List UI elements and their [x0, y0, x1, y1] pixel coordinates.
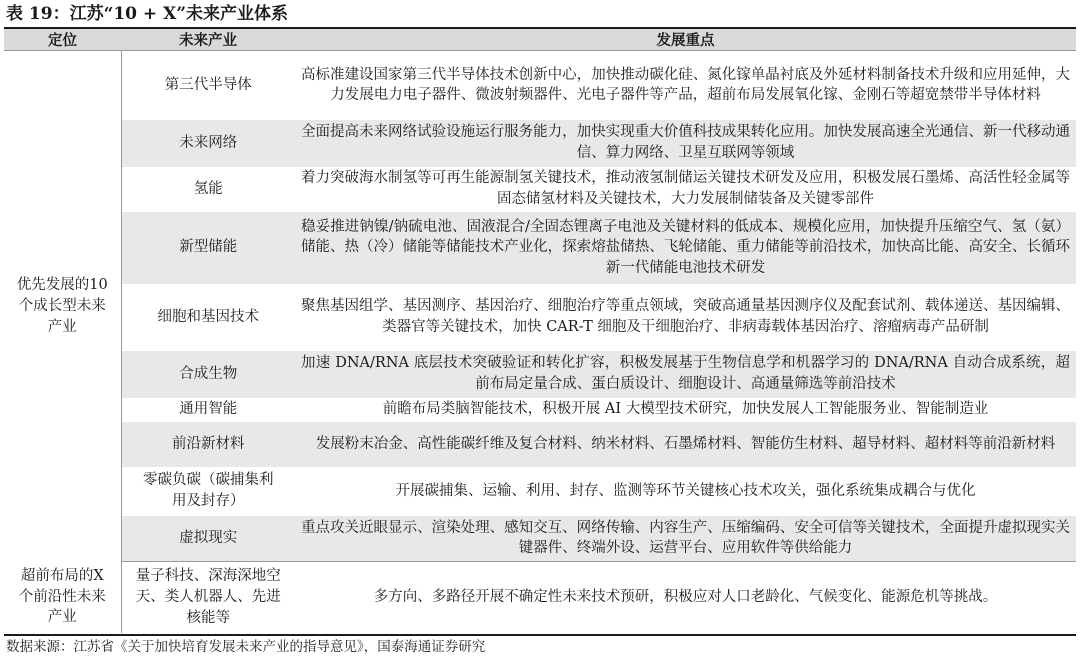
table-row — [4, 562, 1076, 633]
focus-cell: 聚焦基因组学、基因测序、基因治疗、细胞治疗等重点领域，突破高通量基因测序仪及配套试剂、载体递送、基因编辑、类器官等关键技术，加快 CAR-T 细胞及干细胞治疗、非病毒载体基因治疗、溶瘤病毒产品研制 — [301, 298, 1070, 335]
header-industry: 未来产业 — [121, 29, 295, 51]
position-label: 优先发展的10个成长型未来产业 — [16, 277, 108, 335]
focus-cell: 稳妥推进钠镍/钠硫电池、固液混合/全固态锂离子电池及关键材料的低成本、规模化应用，加快提升压缩空气、氢（氨）储能、热（冷）储能等储能技术产业化，探索熔盐储热、飞轮储能、重力储能等前沿技术，加快高比能、高安全、长循环新一代储能电池技术研发 — [295, 212, 1076, 284]
table-row — [4, 167, 1076, 212]
table-row — [4, 120, 1076, 167]
focus-cell: 开展碳捕集、运输、利用、封存、监测等环节关键核心技术攻关，强化系统集成耦合与优化 — [395, 482, 976, 499]
table-row — [4, 212, 1076, 284]
table-row — [4, 398, 1076, 422]
table-title: 表 19：江苏“10 + X”未来产业体系 — [6, 4, 289, 24]
focus-cell: 多方向、多路径开展不确定性未来技术预研，积极应对人口老龄化、气候变化、能源危机等挑战。 — [373, 588, 998, 605]
industry-cell: 未来网络 — [121, 120, 295, 167]
industry-cell: 虚拟现实 — [121, 516, 295, 562]
position-cell-growth — [4, 51, 121, 562]
table-header-row — [4, 29, 1076, 51]
industry-cell: 细胞和基因技术 — [157, 308, 259, 325]
industry-cell: 新型储能 — [121, 212, 295, 284]
industry-cell: 前沿新材料 — [121, 422, 295, 467]
table-row — [4, 516, 1076, 562]
focus-cell: 前瞻布局类脑智能技术，积极开展 AI 大模型技术研究，加快发展人工智能服务业、智能制造业 — [382, 401, 989, 418]
industry-table — [4, 29, 1076, 633]
focus-cell: 发展粉末冶金、高性能碳纤维及复合材料、纳米材料、石墨烯材料、智能仿生材料、超导材料、超材料等前沿新材料 — [295, 422, 1076, 467]
table-row — [4, 284, 1076, 351]
table-bottom-rule — [4, 634, 1076, 636]
industry-cell: 氢能 — [193, 180, 223, 197]
industry-label: 零碳负碳（碳捕集利用及封存） — [143, 472, 274, 509]
data-source-note: 数据来源：江苏省《关于加快培育发展未来产业的指导意见》，国泰海通证券研究 — [6, 639, 486, 655]
focus-cell: 重点攻关近眼显示、渲染处理、感知交互、网络传输、内容生产、压缩编码、安全可信等关键技术，全面提升虚拟现实关键器件、终端外设、运营平台、应用软件等供给能力 — [295, 516, 1076, 562]
industry-label: 量子科技、深海深地空天、类人机器人、先进核能等 — [135, 568, 281, 626]
industry-cell — [121, 467, 295, 516]
focus-cell: 着力突破海水制氢等可再生能源制氢关键技术，推动液氢制储运关键技术研发及应用，积极发展石墨烯、高活性轻金属等固态储氢材料及关键技术，大力发展制储装备及关键零部件 — [301, 170, 1070, 207]
industry-cell — [121, 562, 295, 633]
table-row — [4, 467, 1076, 516]
header-position: 定位 — [4, 29, 121, 51]
table-row — [4, 422, 1076, 467]
focus-cell: 全面提高未来网络试验设施运行服务能力，加快实现重大价值科技成果转化应用。加快发展高速全光通信、新一代移动通信、算力网络、卫星互联网等领域 — [295, 120, 1076, 167]
focus-cell: 加速 DNA/RNA 底层技术突破验证和转化扩容，积极发展基于生物信息学和机器学习的 DNA/RNA 自动合成系统，超前布局定量合成、蛋白质设计、细胞设计、高通量筛选等前沿技术 — [295, 351, 1076, 398]
focus-cell: 高标准建设国家第三代半导体技术创新中心，加快推动碳化硅、氮化镓单晶衬底及外延材料制备技术升级和应用延伸，大力发展电力电子器件、微波射频器件、光电子器件等产品，超前布局发展氧化镓、金刚石等超宽禁带半导体材料 — [301, 66, 1070, 104]
industry-cell: 通用智能 — [179, 401, 238, 418]
industry-cell: 合成生物 — [121, 351, 295, 398]
table-row — [4, 51, 1076, 120]
header-focus: 发展重点 — [295, 29, 1076, 51]
industry-cell: 第三代半导体 — [164, 76, 252, 93]
position-cell-frontier — [4, 562, 121, 633]
table-row — [4, 351, 1076, 398]
position-label: 超前布局的X个前沿性未来产业 — [18, 568, 106, 626]
